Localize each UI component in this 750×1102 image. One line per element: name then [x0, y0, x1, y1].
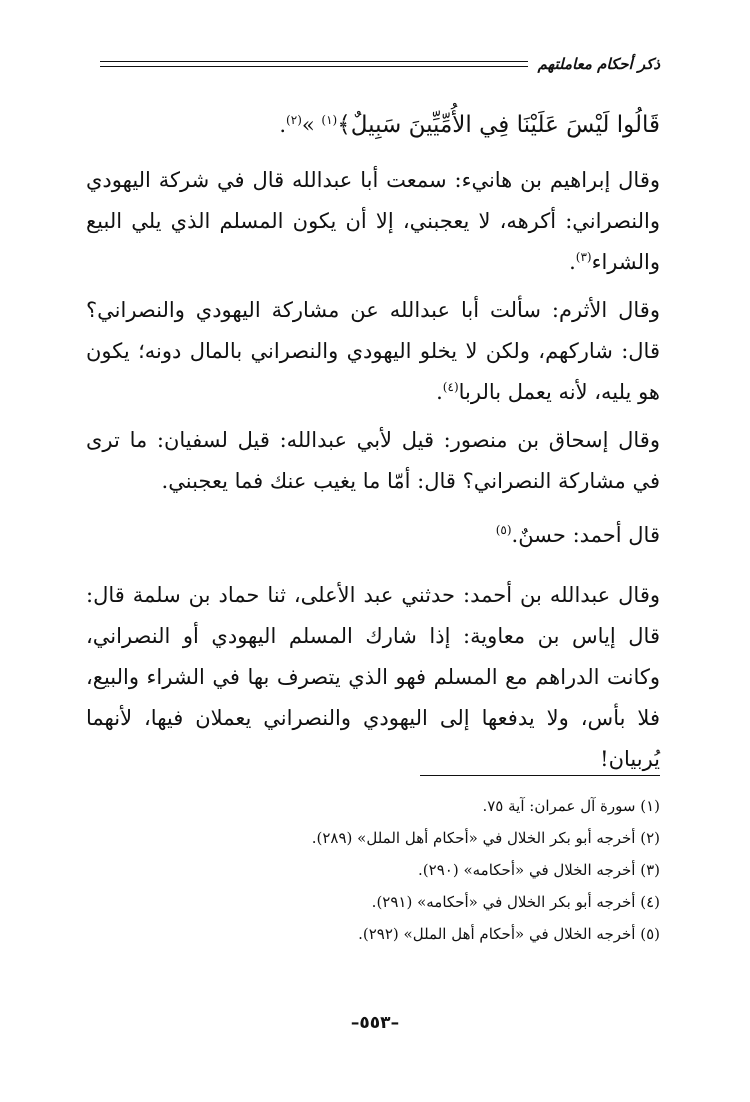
paragraph-ahmad-text: قال أحمد: حسنٌ. — [511, 523, 660, 547]
footnote-1: (١) سورة آل عمران: آية ٧٥. — [482, 797, 660, 815]
paragraph-abdullah-text: وقال عبدالله بن أحمد: حدثني عبد الأعلى، ثنا حماد بن سلمة قال: قال إياس بن معاوية: إذا شارك المسلم اليهودي أو النصراني، وكانت الدراهم مع المسلم فهو الذي يتصرف بها في الشراء والبيع، فلا بأس، ولا يدفعها إلى اليهودي والنصراني يعملان فيها، لأنهما يُربيان! — [86, 583, 660, 771]
footnote-2: (٢) أخرجه أبو بكر الخلال في «أحكام أهل الملل» (٢٨٩). — [311, 829, 660, 847]
quran-verse-line — [86, 105, 660, 146]
footnote-ref-2: (٢) — [286, 113, 302, 127]
paragraph-abdullah — [86, 575, 660, 780]
paragraph-ibrahim — [86, 160, 660, 283]
paragraph-ishaq — [86, 420, 660, 502]
running-header-title: ذكر أحكام معاملتهم — [537, 55, 660, 73]
header-double-rule — [100, 61, 528, 67]
paragraph-ishaq-text: وقال إسحاق بن منصور: قيل لأبي عبدالله: قيل لسفيان: ما ترى في مشاركة النصراني؟ قال: أمّا ما يغيب عنك فما يعجبني. — [86, 428, 660, 493]
paragraph-athram-text: وقال الأثرم: سألت أبا عبدالله عن مشاركة اليهودي والنصراني؟ قال: شاركهم، ولكن لا يخلو اليهودي والنصراني بالمال دونه؛ يكون هو يليه، لأنه يعمل بالربا — [86, 298, 660, 404]
paragraph-ibrahim-text: وقال إبراهيم بن هانيء: سمعت أبا عبدالله قال في شركة اليهودي والنصراني: أكرهه، لا يعجبني، إلا أن يكون المسلم الذي يلي البيع والشراء — [86, 168, 660, 274]
paragraph-ahmad — [86, 515, 660, 556]
footnote-ref-3: (٣) — [575, 250, 592, 264]
footnote-ref-1: (١) — [321, 113, 338, 127]
period: . — [569, 250, 576, 274]
footnote-ref-4: (٤) — [442, 380, 459, 394]
page-number: –٥٥٣– — [350, 1013, 400, 1033]
running-header — [100, 52, 660, 76]
footnote-ref-5: (٥) — [495, 523, 512, 537]
paragraph-athram — [86, 290, 660, 413]
quote-close: » — [301, 113, 322, 137]
footnote-5: (٥) أخرجه الخلال في «أحكام أهل الملل» (٢٩٢). — [358, 925, 660, 943]
footnotes — [150, 790, 660, 950]
footnote-4: (٤) أخرجه أبو بكر الخلال في «أحكامه» (٢٩١). — [371, 893, 660, 911]
footnote-3: (٣) أخرجه الخلال في «أحكامه» (٢٩٠). — [418, 861, 660, 879]
period: . — [279, 113, 287, 137]
quran-verse-text: قَالُوا لَيْسَ عَلَيْنَا فِي الأُمِّيِّينَ سَبِيلٌ﴾ — [337, 112, 660, 138]
period: . — [436, 380, 443, 404]
footnote-separator — [420, 775, 660, 776]
